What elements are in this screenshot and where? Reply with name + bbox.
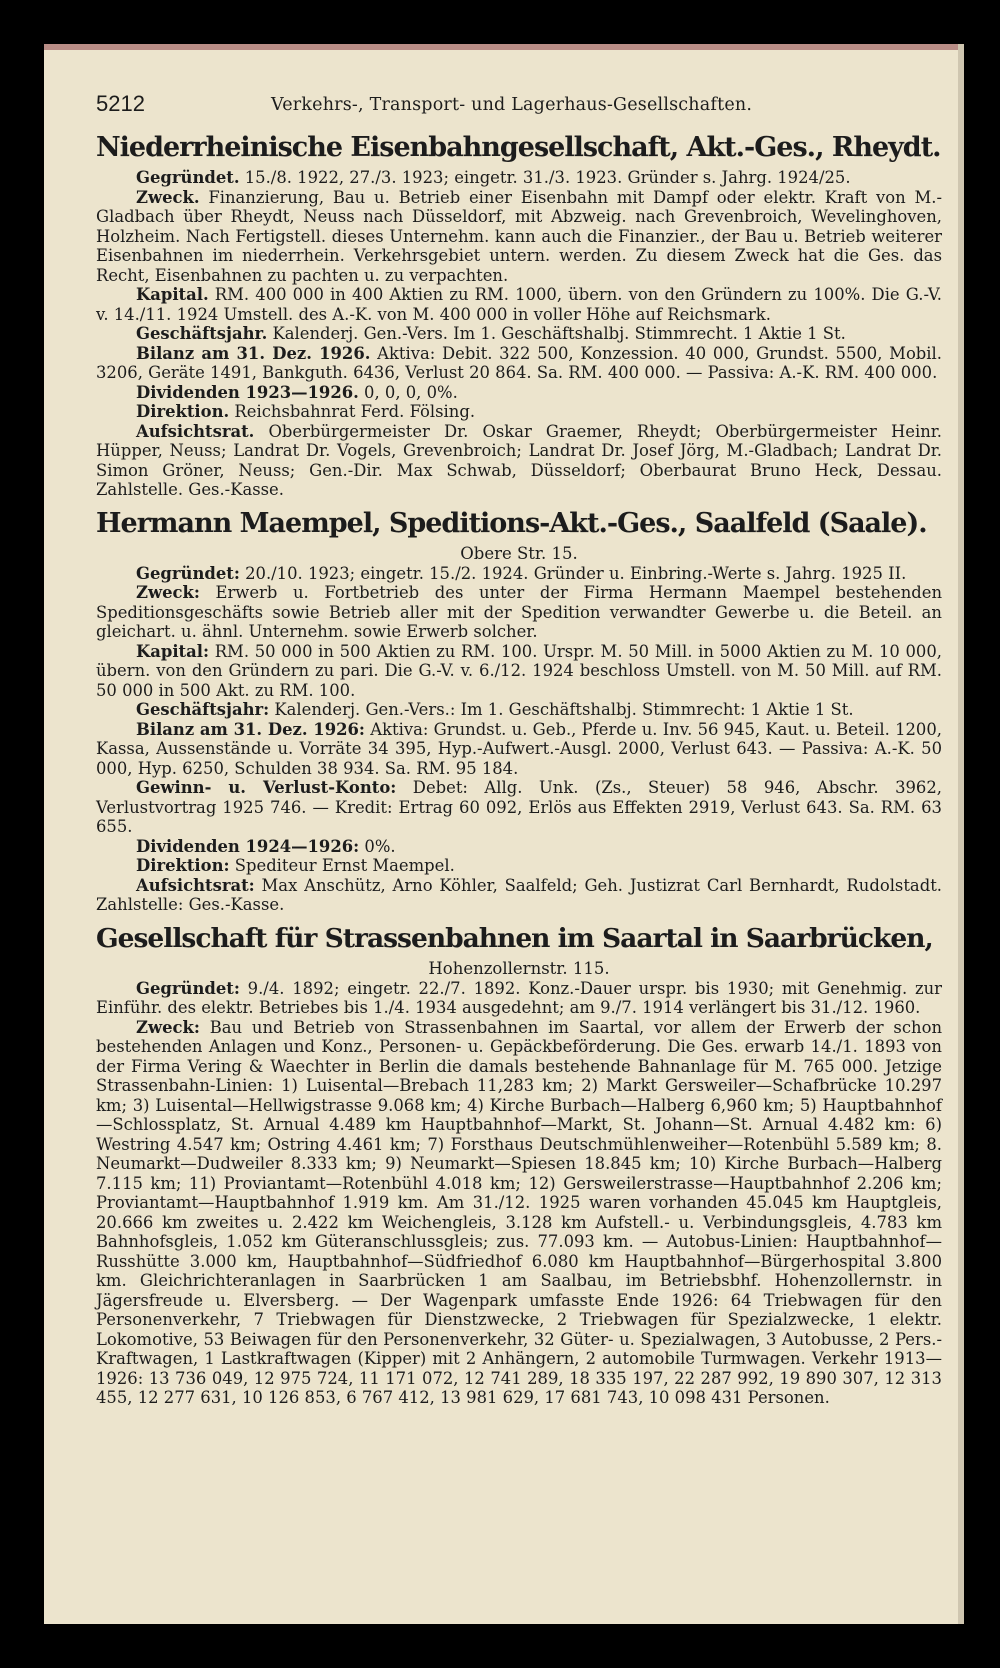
entry-text: RM. 400 000 in 400 Aktien zu RM. 1000, übern. von den Gründern zu 100%. Die G.-V. v. 14./11. 1924 Umstell. des A.-K. von M. 400 000 in voller Höhe auf Reichsmark. <box>96 285 942 324</box>
entry-dividends <box>96 383 942 403</box>
entry-label: Direktion. <box>136 402 230 421</box>
entry-text: 15./8. 1922, 27./3. 1923; eingetr. 31./3. 1923. Gründer s. Jahrg. 1924/25. <box>239 168 851 187</box>
entry-supervisory-board <box>96 876 942 915</box>
entry-balance <box>96 344 942 383</box>
entry-label: Bilanz am 31. Dez. 1926: <box>136 719 365 739</box>
entry-purpose <box>96 583 942 642</box>
entry-text: Reichsbahnrat Ferd. Fölsing. <box>229 402 476 421</box>
entry-label: Zweck. <box>136 187 200 207</box>
entry-label: Gewinn- u. Verlust-Konto: <box>136 778 397 797</box>
page-header <box>96 91 942 124</box>
entry-label: Zweck: <box>136 583 200 602</box>
running-title: Verkehrs-, Transport- und Lagerhaus-Gesellschaften. <box>271 95 753 115</box>
company-address: Obere Str. 15. <box>460 543 578 563</box>
entry-text: Kalenderj. Gen.-Vers.: Im 1. Geschäftshalbj. Stimmrecht: 1 Aktie 1 St. <box>269 700 854 719</box>
entry-text: Kalenderj. Gen.-Vers. Im 1. Geschäftshalbj. Stimmrecht. 1 Aktie 1 St. <box>267 324 846 343</box>
entry-text: 0%. <box>359 836 396 856</box>
entry-text: Finanzierung, Bau u. Betrieb einer Eisenbahn mit Dampf oder elektr. Kraft von M.-Gladbach über Rheydt, Neuss nach Düsseldorf, mit Abzweig. nach Grevenbroich, Wevelinghoven, Holzheim. Nach Fertigstell. dieses Unternehm. kann auch die Finanzier., der Bau u. Betrieb weiterer Eisenbahnen im niederrhein. Verkehrsgebiet untern. werden. Zu diesem Zweck hat die Ges. das Recht, Eisenbahnen zu pachten u. zu verpachten. <box>96 187 942 285</box>
entry-label: Aufsichtsrat. <box>136 421 255 441</box>
entry-text: Aktiva: Grundst. u. Geb., Pferde u. Inv. 56 945, Kaut. u. Beteil. 1200, Kassa, Aussenstände u. Vorräte 34 395, Hyp.-Aufwert.-Ausgl. 2000, Verlust 643. — Passiva: A.-K. 50 000, Hyp. 6250, Schulden 38 934. Sa. RM. 95 184. <box>96 719 942 778</box>
entry-label: Bilanz am 31. Dez. 1926. <box>136 343 371 363</box>
entry-supervisory-board <box>96 422 942 500</box>
entry-board <box>96 402 942 422</box>
entry-label: Dividenden 1924—1926: <box>136 836 360 856</box>
entry-fiscal-year <box>96 324 942 344</box>
entry-text: 9./4. 1892; eingetr. 22./7. 1892. Konz.-Dauer urspr. bis 1930; mit Genehmig. zur Einführ. des elektr. Betriebes bis 1./4. 1934 ausgedehnt; am 9./7. 1914 verlängert bis 31./12. 1960. <box>96 978 942 1017</box>
page-number: 5212 <box>96 91 145 116</box>
entry-label: Gegründet. <box>136 168 240 187</box>
entry-capital <box>96 285 942 324</box>
company-name: Niederrheinische Eisenbahngesellschaft, Akt.-Ges., Rheydt. <box>96 132 941 163</box>
entry-label: Gegründet: <box>136 978 240 998</box>
entry-label: Geschäftsjahr. <box>136 324 268 343</box>
entry-text: Erwerb u. Fortbetrieb des unter der Firma Hermann Maempel bestehenden Speditionsgeschäfts sowie Betrieb aller mit der Spedition verwandter Gewerbe u. die Beteil. an gleichart. u. ähnl. Unternehm. sowie Erwerb solcher. <box>96 583 942 641</box>
document-page <box>44 44 964 1624</box>
entry-capital <box>96 642 942 701</box>
entry-label: Gegründet: <box>136 563 240 583</box>
entry-text: Max Anschütz, Arno Köhler, Saalfeld; Geh. Justizrat Carl Bernhardt, Rudolstadt. Zahlstelle: Ges.-Kasse. <box>96 875 942 914</box>
entry-balance <box>96 720 942 779</box>
entry-text: RM. 50 000 in 500 Aktien zu RM. 100. Urspr. M. 50 Mill. in 5000 Aktien zu M. 10 000, übern. von den Gründern zu pari. Die G.-V. v. 6./12. 1924 beschloss Umstell. von M. 50 Mill. auf RM. 50 000 in 500 Akt. zu RM. 100. <box>96 641 942 700</box>
entry-label: Zweck: <box>136 1017 200 1037</box>
company-entry <box>96 921 942 1408</box>
entry-label: Direktion: <box>136 856 230 875</box>
company-name: Gesellschaft für Strassenbahnen im Saartal in Saarbrücken, <box>96 922 933 954</box>
entry-profit-loss <box>96 778 942 837</box>
entry-text: Debet: Allg. Unk. (Zs., Steuer) 58 946, Abschr. 3962, Verlustvortrag 1925 746. — Kredit: Ertrag 60 092, Erlös aus Effekten 2919, Verlust 643. Sa. RM. 63 655. <box>96 778 942 836</box>
entry-purpose <box>96 188 942 286</box>
entry-purpose <box>96 1018 942 1408</box>
company-name: Hermann Maempel, Speditions-Akt.-Ges., Saalfeld (Saale). <box>96 507 927 539</box>
entry-text: Bau und Betrieb von Strassenbahnen im Saartal, vor allem der Erwerb der schon bestehenden Anlagen und Konz., Personen- u. Gepäckbeförderung. Die Ges. erwarb 14./1. 1893 von der Firma Vering & Waechter in Berlin die damals bestehende Bahnanlage für M. 765 000. Jetzige Strassenbahn-Linien: 1) Luisental—Brebach 11,283 km; 2) Markt Gersweiler—Schafbrücke 10.297 km; 3) Luisental—Hellwigstrasse 9.068 km; 4) Kirche Burbach—Halberg 6,960 km; 5) Hauptbahnhof—Schlossplatz, St. Arnual 4.489 km Hauptbahnhof—Markt, St. Johann—St. Arnual 4.482 km: 6) Westring 4.547 km; Ostring 4.461 km; 7) Forsthaus Deutschmühlenweiher—Rotenbühl 5.589 km; 8. Neumarkt—Dudweiler 8.333 km; 9) Neumarkt—Spiesen 18.845 km; 10) Kirche Burbach—Halberg 7.115 km; 11) Proviantamt—Rotenbühl 4.018 km; 12) Gersweilerstrasse—Hauptbahnhof 2.206 km; Proviantamt—Hauptbahnhof 1.919 km. Am 31./12. 1925 waren vorhanden 45.045 km Hauptgleis, 20.666 km zweites u. 2.422 km Weichengleis, 3.128 km Aufstell.- u. Verbindungsgleis, 4.783 km Bahnhofsgleis, 1.052 km Güteranschlussgleis; zus. 77.093 km. — Autobus-Linien: Hauptbahnhof—Russhütte 3.000 km, Hauptbahnhof—Südfriedhof 6.080 km Hauptbahnhof—Bürgerhospital 3.800 km. Gleichrichteranlagen in Saarbrücken 1 am Saalbau, im Betriebsbhf. Hohenzollernstr. in Jägersfreude u. Elversberg. — Der Wagenpark umfasste Ende 1926: 64 Triebwagen für den Personenverkehr, 7 Triebwagen für Dienstzwecke, 2 Triebwagen für Spezialzwecke, 1 elektr. Lokomotive, 53 Beiwagen für den Personenverkehr, 32 Güter- u. Spezialwagen, 3 Autobusse, 2 Pers.-Kraftwagen, 1 Lastkraftwagen (Kipper) mit 2 Anhängern, 2 automobile Turmwagen. Verkehr 1913—1926: 13 736 049, 12 975 724, 11 171 072, 12 741 289, 18 335 197, 22 287 992, 19 890 307, 12 313 455, 12 277 631, 10 126 853, 6 767 412, 13 981 629, 17 681 743, 10 098 431 Personen. <box>96 1017 942 1407</box>
entry-label: Kapital. <box>136 285 209 304</box>
company-entry <box>96 506 942 915</box>
entry-text: Aktiva: Debit. 322 500, Konzession. 40 000, Grundst. 5500, Mobil. 3206, Geräte 1491, Bankguth. 6436, Verlust 20 864. Sa. RM. 400 000. — Passiva: A.-K. RM. 400 000. <box>96 343 942 382</box>
entry-board <box>96 856 942 876</box>
entry-label: Aufsichtsrat: <box>136 875 255 895</box>
entry-founded <box>96 564 942 584</box>
entry-founded <box>96 979 942 1018</box>
company-entry <box>96 130 942 500</box>
entry-text: 0, 0, 0, 0%. <box>358 382 458 402</box>
company-address: Hohenzollernstr. 115. <box>428 958 610 978</box>
entry-label: Kapital: <box>136 641 210 661</box>
entry-text: Spediteur Ernst Maempel. <box>229 856 455 875</box>
entry-text: 20./10. 1923; eingetr. 15./2. 1924. Gründer u. Einbring.-Werte s. Jahrg. 1925 II. <box>239 563 907 583</box>
entry-label: Geschäftsjahr: <box>136 700 270 719</box>
entry-founded <box>96 168 942 188</box>
page-content <box>96 91 942 1408</box>
entry-text: Oberbürgermeister Dr. Oskar Graemer, Rheydt; Oberbürgermeister Heinr. Hüpper, Neuss; Landrat Dr. Vogels, Grevenbroich; Landrat Dr. Josef Jörg, M.-Gladbach; Landrat Dr. Simon Gröner, Neuss; Gen.-Dir. Max Schwab, Düsseldorf; Oberbaurat Bruno Heck, Dessau. Zahlstelle. Ges.-Kasse. <box>96 421 942 499</box>
entry-dividends <box>96 837 942 857</box>
entry-fiscal-year <box>96 700 942 720</box>
entry-label: Dividenden 1923—1926. <box>136 382 359 402</box>
